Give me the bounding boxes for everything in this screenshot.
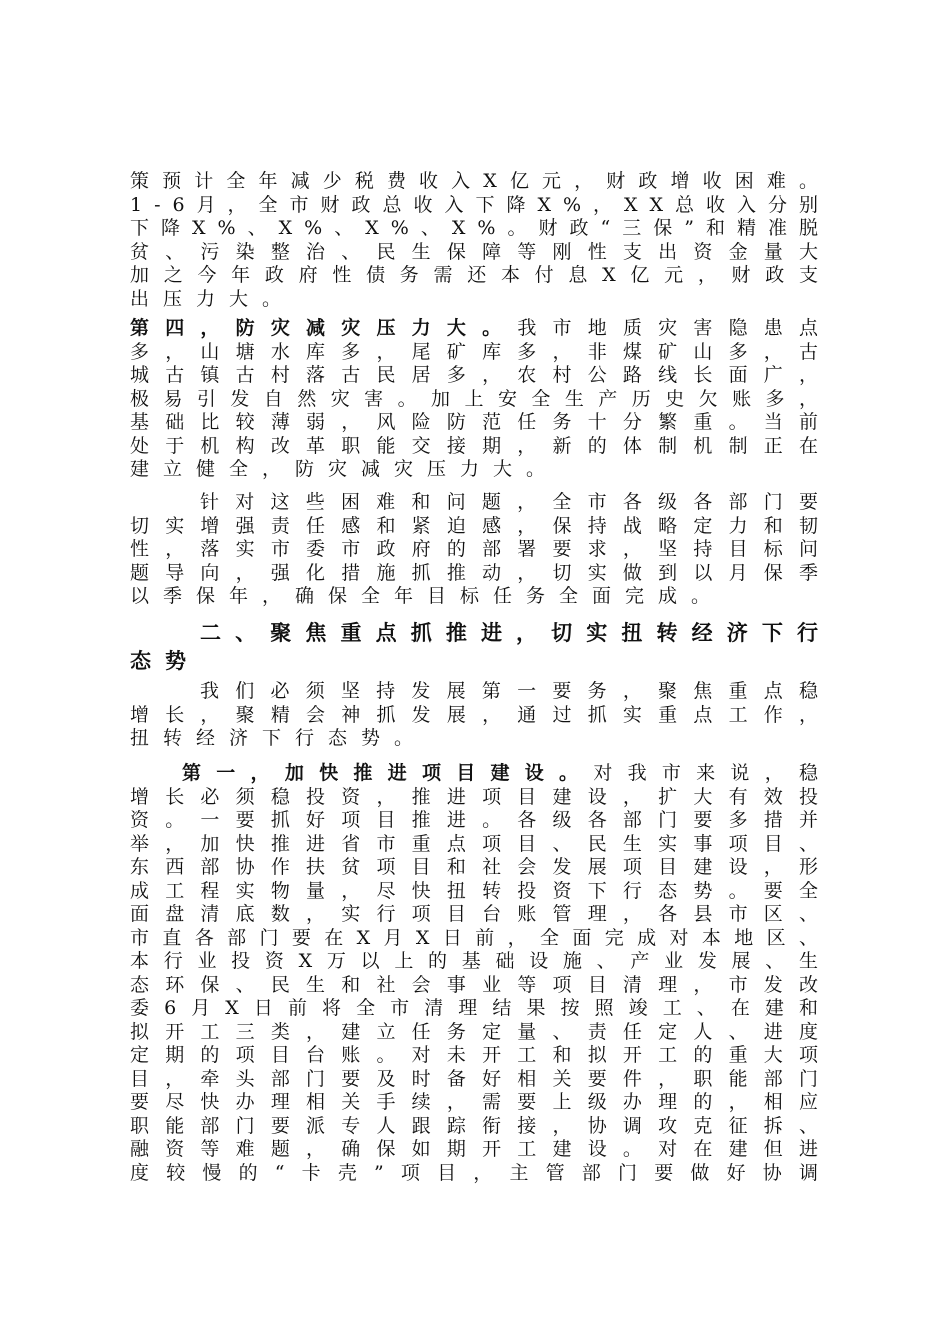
text-line: 面盘清底数，实行项目台账管理，各县市区、: [130, 903, 835, 925]
text-line: 要尽快办理相关手续，需要上级办理的，相应: [130, 1091, 835, 1113]
paragraph-intro: [130, 680, 835, 751]
text-line: 贫、污染整治、民生保障等刚性支出资金量大: [130, 240, 835, 263]
text-segment: 对我市来说，稳: [593, 762, 834, 784]
text-line: 性，落实市委市政府的部署要求，坚持目标问: [130, 538, 835, 560]
text-line: 1-6月，全市财政总收入下降X%，XX总收入分别: [130, 193, 830, 216]
text-line: 出压力大。: [130, 287, 296, 310]
text-line: 多，山塘水库多，尾矿库多，非煤矿山多，古: [130, 340, 835, 363]
text-line: 度较慢的“卡壳”项目，主管部门要做好协调: [130, 1161, 836, 1184]
text-line: 举，加快推进省市重点项目、民生实事项目、: [130, 832, 835, 855]
text-line-with-lead: [130, 317, 835, 341]
text-line: 加之今年政府性债务需还本付息X亿元，财政支: [130, 264, 833, 286]
heading-line: 态势: [130, 648, 200, 673]
text-line: 成工程实物量，尽快扭转投资下行态势。要全: [130, 879, 835, 902]
paragraph-disaster-prevention: [130, 317, 835, 482]
paragraph-project-construction: [130, 762, 836, 1185]
text-line: 定期的项目台账。对未开工和拟开工的重大项: [130, 1044, 835, 1066]
text-line-with-lead: [130, 762, 834, 786]
text-line: 以季保年，确保全年目标任务全面完成。: [130, 585, 725, 607]
text-line: 增长必须稳投资，推进项目建设，扩大有效投: [130, 785, 835, 808]
paragraph-lead-bold: 第四，防灾减灾压力大。: [130, 317, 518, 339]
paragraph-fiscal-pressure: [130, 170, 835, 311]
text-line: 我们必须坚持发展第一要务，聚焦重点稳: [200, 680, 835, 702]
text-line: 拟开工三类，建立任务定量、责任定人、进度: [130, 1020, 835, 1043]
section-heading: [130, 619, 833, 675]
text-line: 基础比较薄弱，风险防范任务十分繁重。当前: [130, 411, 835, 433]
text-line: 极易引发自然灾害。加上安全生产历史欠账多，: [130, 387, 833, 410]
text-line: 态环保、民生和社会事业等项目清理，市发改: [130, 973, 835, 996]
text-line: 增长，聚精会神抓发展，通过抓实重点工作，: [130, 703, 835, 726]
text-line: 职能部门要派专人跟踪衔接，协调攻克征拆、: [130, 1114, 835, 1137]
paragraph-response: [130, 491, 835, 609]
text-line: 切实增强责任感和紧迫感，保持战略定力和韧: [130, 514, 835, 537]
text-line: 针对这些困难和问题，全市各级各部门要: [200, 491, 835, 513]
paragraph-lead-bold: 第一，加快推进项目建设。: [182, 762, 594, 784]
text-line: 题导向，强化措施抓推动，切实做到以月保季: [130, 561, 835, 584]
text-line: 处于机构改革职能交接期，新的体制机制正在: [130, 434, 835, 457]
text-line: 市直各部门要在X月X日前，全面完成对本地区、: [130, 926, 832, 949]
text-line: 目，牵头部门要及时备好相关要件，职能部门: [130, 1067, 835, 1090]
text-line: 资。一要抓好项目推进。各级各部门要多措并: [130, 809, 835, 831]
text-line: 下降X%、X%、X%、X%。财政“三保”和精准脱: [130, 217, 831, 239]
text-line: 本行业投资X万以上的基础设施、产业发展、生: [130, 950, 833, 972]
text-line: 策预计全年减少税费收入X亿元，财政增收困难。: [130, 170, 832, 192]
text-line: 融资等难题，确保如期开工建设。对在建但进: [130, 1138, 835, 1160]
text-segment: 我市地质灾害隐患点: [517, 317, 835, 339]
text-line: 东西部协作扶贫项目和社会发展项目建设，形: [130, 856, 835, 878]
text-line: 城古镇古村落古民居多，农村公路线长面广，: [130, 364, 835, 386]
heading-line: 二、聚焦重点抓推进，切实扭转经济下行: [200, 620, 833, 645]
text-line: 建立健全，防灾减灾压力大。: [130, 458, 560, 480]
text-line: 委6月X日前将全市清理结果按照竣工、在建和: [130, 997, 834, 1019]
text-line: 扭转经济下行态势。: [130, 727, 428, 749]
